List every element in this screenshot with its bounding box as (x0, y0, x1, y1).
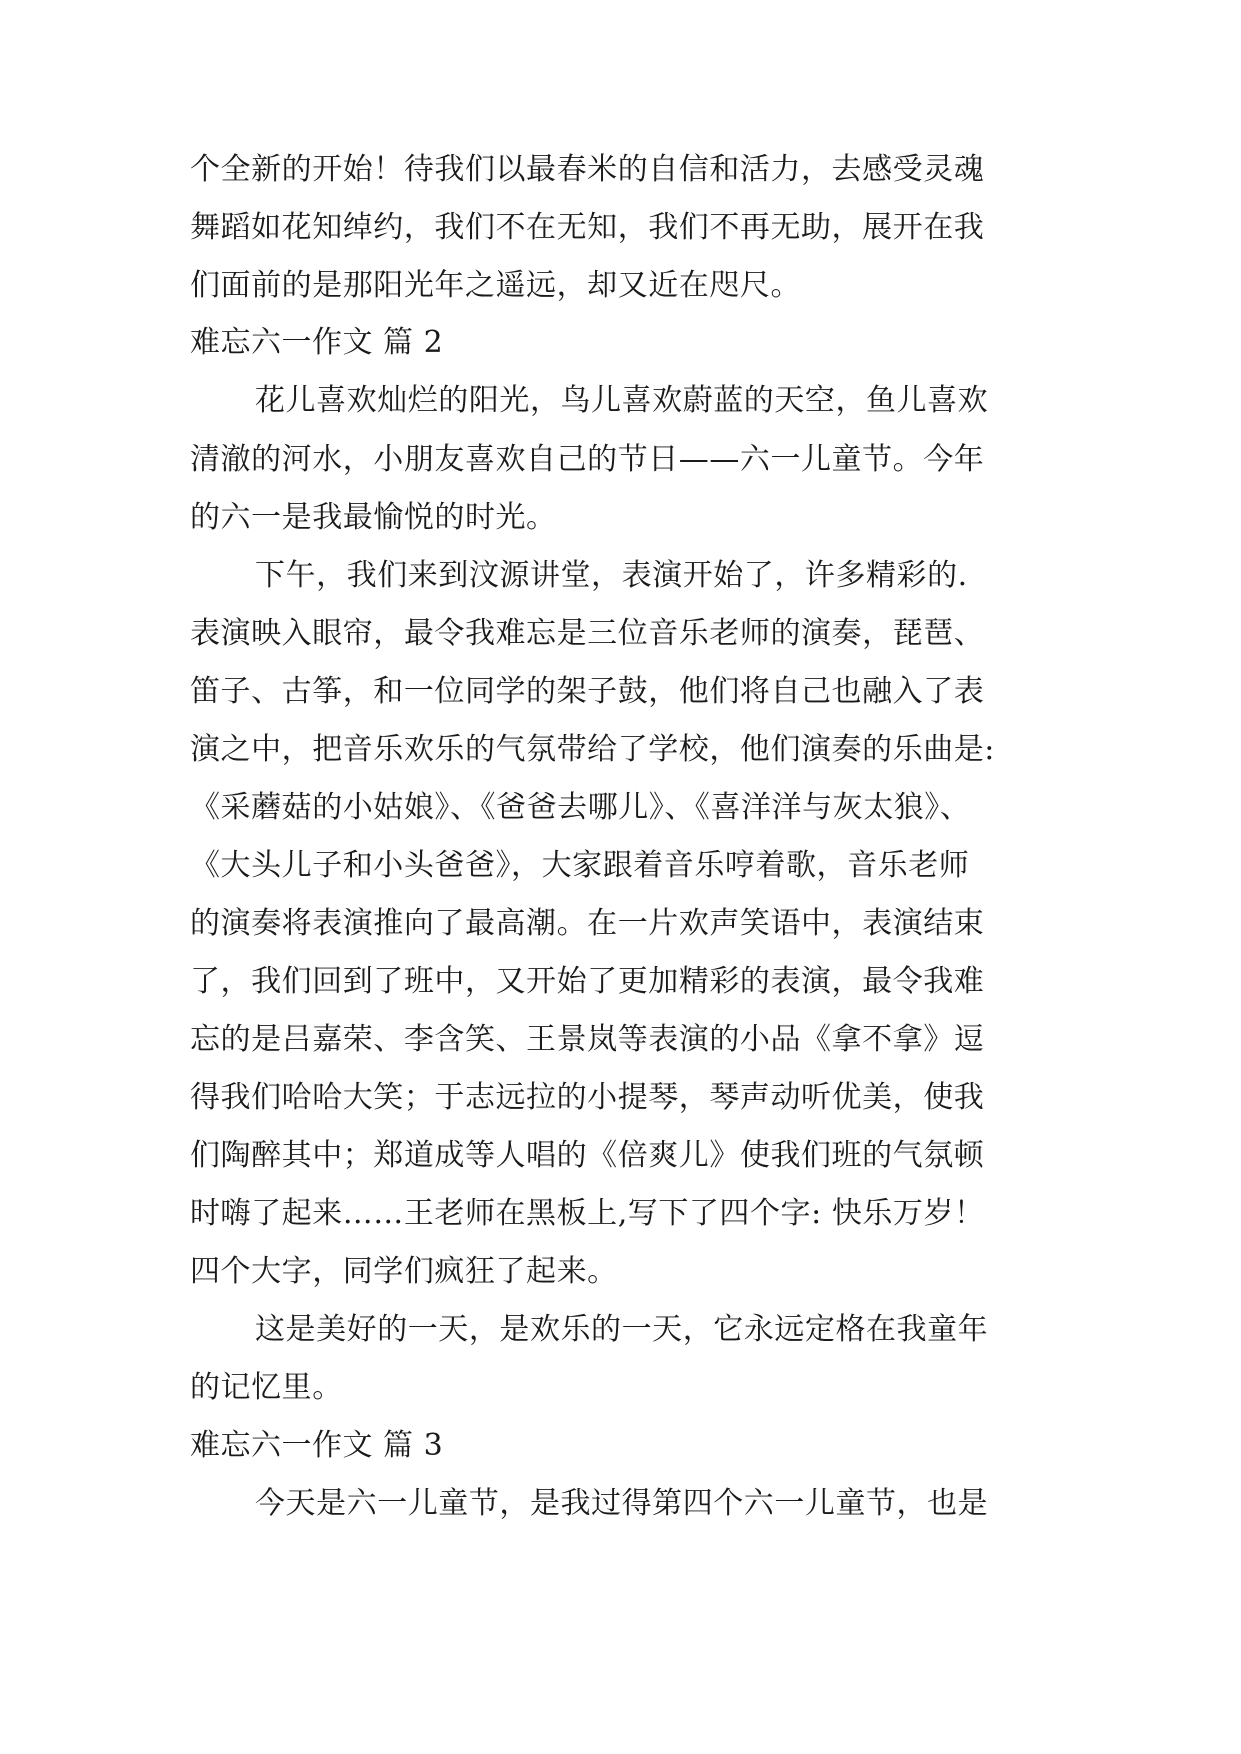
text-line: 时嗨了起来……王老师在黑板上,写下了四个字: 快乐万岁！ (190, 1196, 985, 1231)
text-line: 舞蹈如花知绰约，我们不在无知，我们不再无助，展开在我 (190, 210, 985, 245)
text-line: 演之中，把音乐欢乐的气氛带给了学校，他们演奏的乐曲是: (190, 732, 995, 767)
text-line: 的演奏将表演推向了最高潮。在一片欢声笑语中，表演结束 (190, 906, 985, 941)
text-line: 得我们哈哈大笑；于志远拉的小提琴，琴声动听优美，使我 (190, 1080, 985, 1115)
text-line: 《大头儿子和小头爸爸》，大家跟着音乐哼着歌，音乐老师 (190, 848, 970, 883)
text-line: 们陶醉其中；郑道成等人唱的《倍爽儿》使我们班的气氛顿 (190, 1138, 985, 1173)
text-line: 笛子、古筝，和一位同学的架子鼓，他们将自己也融入了表 (190, 674, 985, 709)
text-line: 清澈的河水，小朋友喜欢自己的节日——六一儿童节。今年 (190, 442, 985, 477)
section-heading-2: 难忘六一作文 篇 2 (190, 325, 444, 360)
text-line: 下午，我们来到汶源讲堂，表演开始了，许多精彩的. (255, 558, 968, 593)
text-line: 四个大字，同学们疯狂了起来。 (190, 1254, 618, 1289)
text-line: 花儿喜欢灿烂的阳光，鸟儿喜欢蔚蓝的天空，鱼儿喜欢 (255, 383, 989, 418)
text-line: 这是美好的一天，是欢乐的一天，它永远定格在我童年 (255, 1312, 989, 1347)
text-line: 个全新的开始！待我们以最春米的自信和活力，去感受灵魂 (190, 152, 985, 187)
text-line: 的记忆里。 (190, 1370, 343, 1405)
text-line: 忘的是吕嘉荣、李含笑、王景岚等表演的小品《拿不拿》逗 (190, 1022, 985, 1057)
text-line: 今天是六一儿童节，是我过得第四个六一儿童节，也是 (255, 1486, 989, 1521)
text-line: 的六一是我最愉悦的时光。 (190, 500, 557, 535)
text-line: 表演映入眼帘，最令我难忘是三位音乐老师的演奏，琵琶、 (190, 616, 985, 651)
text-line: 《采蘑菇的小姑娘》、《爸爸去哪儿》、《喜洋洋与灰太狼》、 (190, 790, 971, 825)
text-line: 们面前的是那阳光年之遥远，却又近在咫尺。 (190, 268, 801, 303)
section-heading-3: 难忘六一作文 篇 3 (190, 1428, 444, 1463)
text-line: 了，我们回到了班中，又开始了更加精彩的表演，最令我难 (190, 964, 985, 999)
